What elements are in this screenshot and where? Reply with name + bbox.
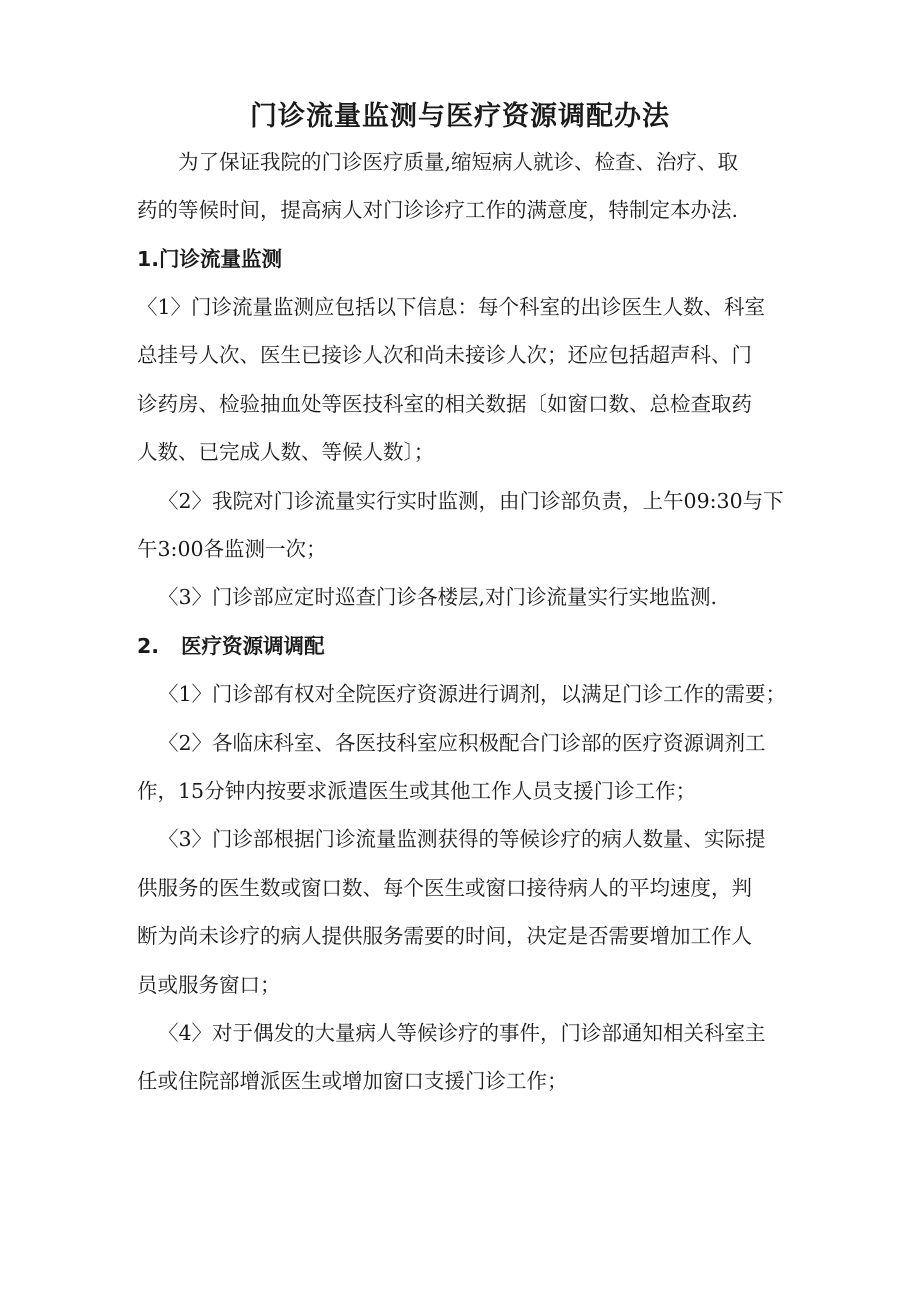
section-1-heading: 1.门诊流量监测 [137,247,283,271]
s1-item2-line-1: 〈2〉我院对门诊流量实行实时监测，由门诊部负责，上午09:30与下 [158,489,784,513]
s2-item2-line-1: 〈2〉各临床科室、各医技科室应积极配合门诊部的医疗资源调剂工 [158,731,766,755]
intro-line-2: 药的等候时间，提高病人对门诊诊疗工作的满意度，特制定本办法. [137,198,739,222]
s2-item3-line-1: 〈3〉门诊部根据门诊流量监测获得的等候诊疗的病人数量、实际提 [158,827,766,851]
intro-line-1: 为了保证我院的门诊医疗质量,缩短病人就诊、检查、治疗、取 [178,150,739,174]
s2-item4-line-2: 任或住院部增派医生或增加窗口支援门诊工作； [137,1069,568,1093]
s1-item1-line-4: 人数、已完成人数、等候人数〕； [137,440,435,464]
s2-item2-line-2: 作，15分钟内按要求派遣医生或其他工作人员支援门诊工作； [137,779,697,803]
section-2-heading [137,636,325,657]
s1-item1-line-3: 诊药房、检验抽血处等医技科室的相关数据〔如窗口数、总检查取药 [137,392,752,416]
s2-item3-line-4: 员或服务窗口； [137,973,281,997]
s2-item3-line-3: 断为尚未诊疗的病人提供服务需要的时间，决定是否需要增加工作人 [137,924,752,948]
s1-item1-line-2: 总挂号人次、医生已接诊人次和尚未接诊人次；还应包括超声科、门 [137,343,752,367]
s2-item1-line-1: 〈1〉门诊部有权对全院医疗资源进行调剂，以满足门诊工作的需要； [158,682,787,706]
section-2-number: 2. [137,634,160,658]
section-2-title: 医疗资源调调配 [181,634,325,658]
s2-item4-line-1: 〈4〉对于偶发的大量病人等候诊疗的事件，门诊部通知相关科室主 [158,1021,766,1045]
s1-item2-line-2: 午3:00各监测一次； [137,537,327,561]
s1-item3-line-1: 〈3〉门诊部应定时巡查门诊各楼层,对门诊流量实行实地监测. [158,585,718,609]
s2-item3-line-2: 供服务的医生数或窗口数、每个医生或窗口接待病人的平均速度，判 [137,876,752,900]
s1-item1-line-1: 〈1〉门诊流量监测应包括以下信息：每个科室的出诊医生人数、科室 [137,295,766,319]
document-title: 门诊流量监测与医疗资源调配办法 [250,101,670,132]
